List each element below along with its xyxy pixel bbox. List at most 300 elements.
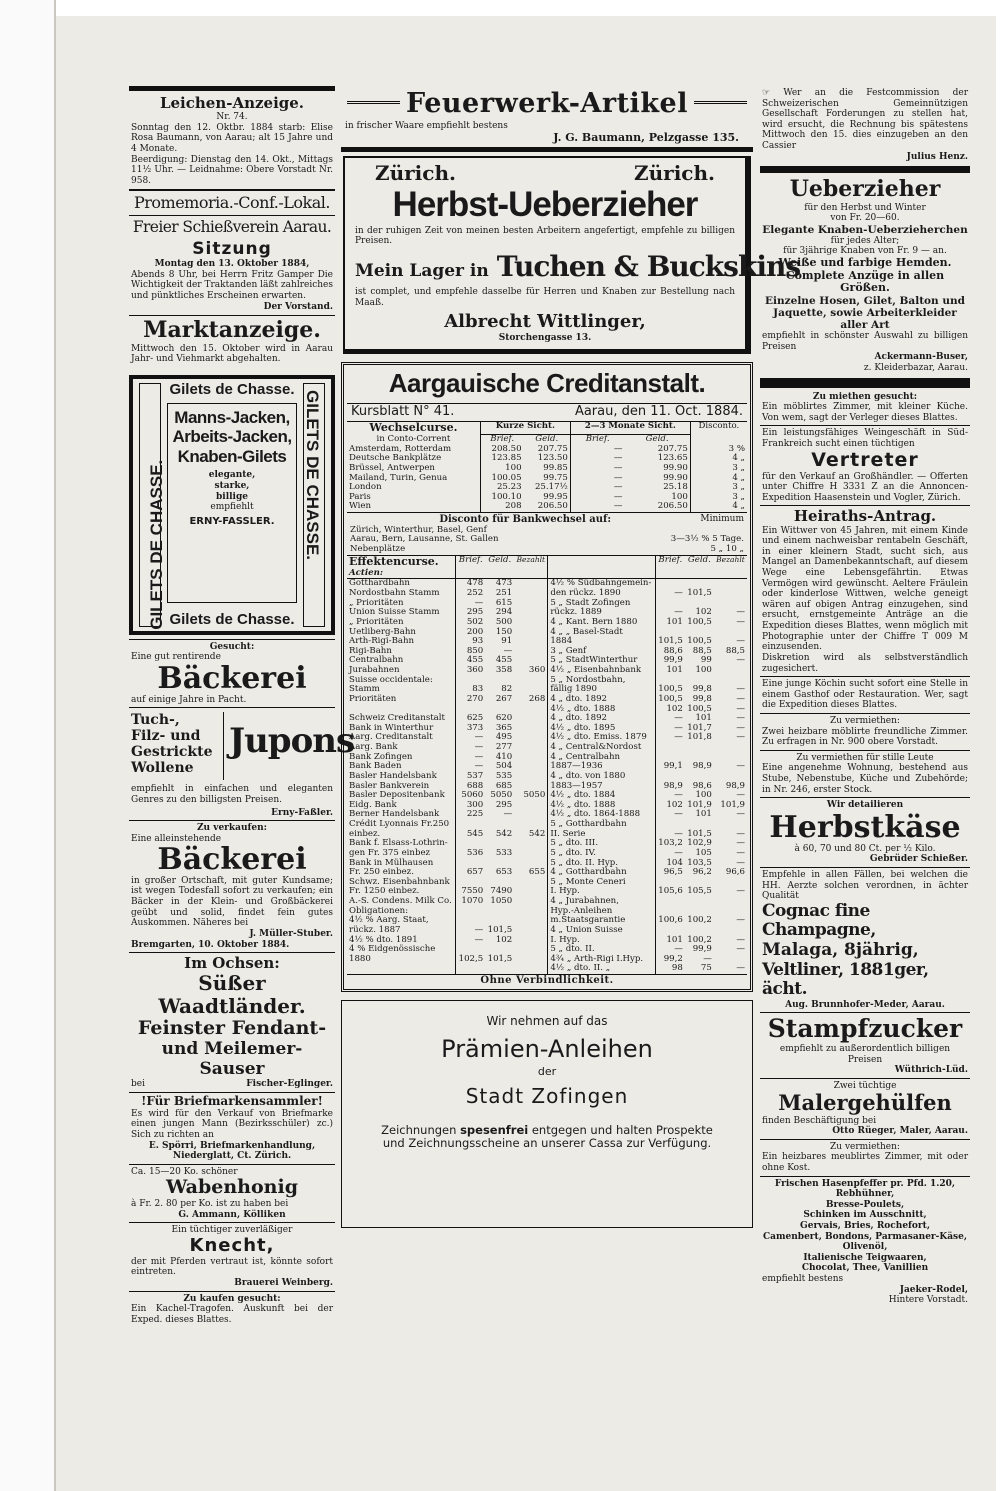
- effekt-value: 100: [695, 790, 712, 801]
- effekt-value: —: [503, 809, 513, 820]
- ueber-l6: Weiße und farbige Hemden.: [778, 256, 952, 270]
- effekt-name: rückz. 1887: [349, 924, 401, 935]
- effekt-value: —: [736, 934, 745, 945]
- wechsel-value: —: [570, 464, 624, 474]
- effekt-value: 657: [456, 868, 486, 878]
- effekt-name: Bank f. Elsass-Lothrin-: [349, 838, 448, 849]
- hasen-l5: Gervais, Bries, Rochefort,: [800, 1221, 930, 1232]
- effekt-name: Bank in Mülhausen: [349, 857, 434, 868]
- disc-min: Minimum: [700, 514, 744, 525]
- effekt-name: 4½ „ dto. 1895: [548, 724, 656, 734]
- herbst-sig: Albrecht Wittlinger,: [444, 311, 646, 333]
- hasen-l3: Bresse-Poulets,: [825, 1199, 905, 1210]
- wechsel-value: 100.10: [480, 493, 523, 503]
- effekt-value: 105: [695, 847, 712, 858]
- ueber-l2: von Fr. 20—60.: [830, 213, 900, 224]
- effekt-name: 1887—1936: [548, 762, 656, 772]
- wechsel-value: 99.90: [663, 462, 688, 473]
- effekt-value: —: [736, 828, 745, 839]
- effekt-value: [514, 849, 548, 859]
- kursblatt-date: Aarau, den 11. Oct. 1884.: [574, 404, 743, 420]
- effekt-value: 850: [456, 647, 486, 657]
- effekt-name: 4 „ Jurabahnen,: [548, 897, 656, 907]
- verm1-title: Zu vermiethen:: [830, 715, 900, 726]
- effekt-value: 504: [495, 761, 513, 772]
- maler-big: Malergehülfen: [778, 1090, 952, 1116]
- gilets-ad: [129, 375, 335, 635]
- effekt-value: 373: [456, 724, 486, 734]
- heirat-title: Heiraths-Antrag.: [793, 507, 937, 526]
- ochsen-l1: Süßer Waadtländer.: [158, 971, 306, 1019]
- creditanstalt-kursblatt: [341, 362, 753, 991]
- effekt-value: 277: [495, 742, 513, 753]
- zofingen-l3: der: [537, 1064, 557, 1078]
- effekt-value: —: [736, 722, 745, 733]
- effekt-value: 101,8: [687, 732, 712, 743]
- effekt-value: [456, 907, 486, 917]
- gilets-l8: ERNY-FASSLER.: [189, 515, 275, 527]
- effekt-name: 5 „ dto. II.: [548, 945, 656, 955]
- gesucht-text2: auf einige Jahre in Pacht.: [131, 694, 247, 705]
- effekt-value: 98,6: [692, 780, 712, 791]
- effekt-value: —: [456, 926, 486, 936]
- effekt-row: [347, 647, 747, 657]
- effekt-name: A.-S. Condens. Milk Co.: [349, 896, 452, 907]
- effekt-value: 542: [528, 828, 546, 839]
- effekt-value: —: [456, 743, 486, 753]
- effekt-value: —: [655, 830, 685, 840]
- effekt-value: 100,5: [687, 703, 712, 714]
- markt-title: Marktanzeige.: [143, 317, 321, 344]
- jupons-ad: [129, 708, 355, 820]
- marktanzeige: [129, 316, 335, 369]
- gesucht-big: Bäckerei: [157, 661, 307, 697]
- effekt-value: 268: [528, 693, 546, 704]
- wechsel-value: 100: [480, 464, 523, 474]
- markt-text: Mittwoch den 15. Oktober wird in Aarau Jahr- und Viehmarkt abgehalten.: [131, 343, 333, 365]
- effekt-value: 455: [495, 655, 513, 666]
- effekt-name: Nordostbahn Stamm: [349, 588, 440, 599]
- wechsel-value: 208.50: [480, 445, 523, 455]
- effekt-value: [485, 907, 514, 917]
- effekt-value: —: [655, 810, 685, 820]
- effekt-value: —: [736, 838, 745, 849]
- effekt-value: —: [655, 589, 685, 599]
- wechsel-value: 207.75: [657, 443, 688, 454]
- gesucht-title: Gesucht:: [209, 641, 255, 652]
- vermiethen-1: [760, 714, 970, 750]
- effekt-value: 101,5: [687, 828, 712, 839]
- effekt-value: 100,6: [655, 916, 685, 926]
- effekt-value: 102: [495, 934, 513, 945]
- wechsel-row: [347, 502, 747, 512]
- ueber-title: Ueberzieher: [789, 176, 941, 203]
- effekt-name: 1883—1957: [548, 782, 656, 792]
- newspaper-page: [56, 16, 996, 1491]
- effekt-value: 88,6: [655, 647, 685, 657]
- credit-title: Aargauische Creditanstalt.: [347, 367, 747, 404]
- effekt-value: 101,7: [687, 722, 712, 733]
- effekt-value: 98,9: [655, 782, 685, 792]
- effekt-value: 1050: [490, 896, 513, 907]
- verkaufen-big: Bäckerei: [157, 842, 307, 878]
- knecht-pre: Ein tüchtiger zuverläßiger: [171, 1225, 293, 1236]
- disc-place: Nebenplätze: [350, 543, 406, 554]
- verkaufen-place: Bremgarten, 10. Oktober 1884.: [131, 939, 290, 950]
- cognac-text: Empfehle in allen Fällen, bei welchen die HH. Aerzte solchen verordnen, in ächter Qualität: [762, 870, 968, 902]
- effekt-value: 365: [495, 722, 513, 733]
- effekt-name: 5 „ dto. IV.: [548, 849, 656, 859]
- hasen-l9: Chocolat, Thee, Vanillien: [801, 1263, 929, 1274]
- effekt-value: [514, 637, 548, 647]
- effekt-value: [514, 714, 548, 724]
- effekt-value: [514, 599, 548, 609]
- effekt-value: [456, 964, 486, 974]
- effekt-value: 267: [495, 693, 513, 704]
- heirat-text: Ein Wittwer von 45 Jahren, mit einem Kinde und einem nachweisbar rentabeln Geschäft, in einer kleinern Stadt, sucht sich, aus Mangel an Damenbekanntschaft, auf diesem Wege eine Lebensgefährtin. Etwas Vermögen wird gewünscht. Aeltere Fräulein oder kinderlose Wittwen, welche geneigt wären auf obigen Antrag einzugehen, sind ersucht, ernstgemeinte Anträge an die Expedition dieses Blattes, wenn möglich mit Photographie unter der Chiffre T 009 M einzusenden.: [762, 525, 968, 653]
- disconto-head: Disconto.: [690, 422, 747, 444]
- koechin-ad: Eine junge Köchin sucht sofort eine Stelle in einem Gasthof oder Restauration. Wer, sagt die Expedition dieses Blattes.: [762, 679, 968, 711]
- effekt-value: 99,9: [655, 656, 685, 666]
- effekt-value: —: [736, 790, 745, 801]
- effekt-value: 101: [695, 809, 712, 820]
- wechsel-value: 208: [480, 502, 523, 512]
- effekt-value: [514, 608, 548, 618]
- effekt-name: 4½ % dto. 1891: [349, 934, 418, 945]
- effekt-name: 5 „ Gotthardbahn: [548, 820, 656, 830]
- brief-text: Es wird für den Verkauf von Briefmarke einen jungen Mann (Bezirksschüler) zc.) Sich zu richten an: [131, 1108, 333, 1140]
- ueber-l4: für jedes Alter;: [830, 235, 900, 246]
- jupons-sig: Erny-Faßler.: [271, 808, 333, 819]
- effekt-name: Suisse occidentale:: [349, 674, 433, 685]
- effekt-name: I. Hyp.: [548, 887, 656, 897]
- effekt-value: 101,9: [687, 799, 712, 810]
- wechsel-value: 3 %: [690, 445, 747, 455]
- hasen-addr: Hintere Vorstadt.: [888, 1295, 968, 1306]
- effekt-value: —: [736, 693, 745, 704]
- effekt-value: —: [736, 655, 745, 666]
- gilets-l6: billige: [216, 491, 248, 502]
- effekt-value: —: [736, 636, 745, 647]
- eff-geld-2: Geld.: [687, 555, 711, 566]
- cognac-ad: [760, 868, 970, 1012]
- effekt-value: [685, 743, 714, 753]
- effekten-table: [347, 555, 747, 974]
- effekt-name: 4 % Eidgenössische: [349, 944, 436, 955]
- effekt-value: 101,5: [487, 953, 513, 964]
- effekt-value: 96,2: [692, 867, 712, 878]
- effekt-name: 1884: [548, 637, 656, 647]
- effekt-value: —: [736, 886, 745, 897]
- schiessverein: Freier Schießverein Aarau.: [132, 217, 332, 236]
- wein-text2: für den Verkauf an Großhändler. — Offerten unter Chiffre H 3331 Z an die Annoncen-Expedition Haasenstein und Vogler, Zürich.: [762, 471, 968, 503]
- knecht-big: Knecht,: [189, 1235, 275, 1257]
- rule: [341, 147, 753, 152]
- effekt-value: [714, 589, 747, 599]
- effekt-value: 252: [456, 589, 486, 599]
- effekt-name: Aarg. Bank: [349, 742, 398, 753]
- effekt-value: [514, 743, 548, 753]
- sitzung-title: Sitzung: [192, 238, 272, 259]
- disc-rows: [350, 526, 744, 555]
- effekt-name: 1880: [349, 953, 371, 964]
- effekt-value: 101,5: [687, 588, 712, 599]
- herbst-city-right: Zürich.: [634, 161, 715, 186]
- effekt-value: —: [655, 945, 685, 955]
- ueber-sig: Ackermann-Buser,: [874, 352, 968, 363]
- disc-title: Disconto für Bankwechsel auf:: [439, 514, 612, 526]
- effekt-name: Rigi-Bahn: [349, 645, 392, 656]
- effekt-value: 101,9: [720, 799, 745, 810]
- effekt-name: fällig 1890: [548, 685, 656, 695]
- effekt-value: 455: [456, 656, 486, 666]
- ochsen-ad: [129, 953, 335, 1092]
- kaese-text: à 60, 70 und 80 Ct. per ½ Kilo.: [794, 843, 936, 854]
- effekt-value: [514, 897, 548, 907]
- effekt-name: den rückz. 1890: [548, 589, 656, 599]
- effekt-name: 4 „ „ Basel-Stadt: [548, 628, 656, 638]
- effekt-name: 4½ „ dto. Emiss. 1879: [548, 733, 656, 743]
- herbstkaese-ad: [760, 798, 970, 867]
- verkaufen-sig: J. Müller-Stuber.: [249, 928, 333, 939]
- sitzung-sig: Der Vorstand.: [263, 301, 333, 312]
- hasenpfeffer-ad: [760, 1177, 970, 1308]
- effekt-row: [347, 656, 747, 666]
- effekt-row: [347, 685, 747, 695]
- effekt-value: 295: [456, 608, 486, 618]
- effekt-row: [347, 955, 747, 965]
- effekt-value: [655, 743, 685, 753]
- leichen-nr: Nr. 74.: [216, 112, 248, 123]
- effekt-name: II. Serie: [548, 830, 656, 840]
- effekt-row: [347, 753, 747, 763]
- effekt-value: 360: [528, 665, 546, 676]
- effekt-value: 100,5: [655, 695, 685, 705]
- effekt-name: 4½ „ dto. 1888: [548, 801, 656, 811]
- honig-pre: Ca. 15—20 Ko. schöner: [131, 1166, 238, 1177]
- mieten-text: Ein möblirtes Zimmer, mit kleiner Küche. Von wem, sagt der Verleger dieses Blattes.: [762, 402, 968, 423]
- effekt-value: —: [456, 733, 486, 743]
- wechsel-value: —: [570, 454, 624, 464]
- effekt-value: [514, 907, 548, 917]
- effekt-name: 4 „ Central&Nordost: [548, 743, 656, 753]
- effekt-value: [514, 955, 548, 965]
- middle-column: [341, 86, 801, 1446]
- effekt-value: [514, 762, 548, 772]
- promemoria: Promemoria.-Conf.-Lokal.: [133, 192, 330, 212]
- feuerwerk-header: [341, 86, 753, 121]
- kachel-title: Zu kaufen gesucht:: [183, 1293, 281, 1304]
- effekt-value: [514, 618, 548, 628]
- rule: [760, 378, 970, 388]
- effekt-value: 82: [501, 684, 513, 695]
- effekt-value: 96,5: [655, 868, 685, 878]
- disconto-section: [347, 512, 747, 555]
- effekt-value: [685, 897, 714, 907]
- leichen-burial: Beerdigung: Dienstag den 14. Okt., Mittags 11½ Uhr. — Leidnahme: Obere Vorstadt Nr. 958.: [131, 154, 333, 186]
- effekt-value: 653: [495, 867, 513, 878]
- wechsel-value: —: [570, 483, 624, 493]
- zofingen-l6: und Zeichnungsscheine an unserer Cassa zur Verfügung.: [382, 1135, 712, 1150]
- effekt-value: 98: [655, 964, 685, 974]
- effekt-value: 101,5: [655, 637, 685, 647]
- credit-footer: Ohne Verbindlichkeit.: [347, 974, 747, 987]
- effekt-row: [347, 916, 747, 926]
- ueber-l8: Größen.: [840, 281, 890, 295]
- effekt-name: Basler Bankverein: [349, 780, 430, 791]
- wechsel-value: —: [570, 474, 624, 484]
- wechsel-value: 100: [671, 491, 688, 502]
- effekt-row: [347, 589, 747, 599]
- knecht-ad: [129, 1223, 335, 1290]
- effekten-rows: [347, 579, 747, 974]
- effekt-value: 688: [456, 782, 486, 792]
- eff-bezahlt: Bezahlt: [516, 555, 546, 565]
- effekt-name: 4 „ Union Suisse: [548, 926, 656, 936]
- wechsel-value: 123.85: [480, 454, 523, 464]
- brief-sig2: Niederglatt, Ct. Zürich.: [172, 1151, 292, 1162]
- effekt-value: —: [736, 944, 745, 955]
- effekt-value: 99: [700, 655, 712, 666]
- effekt-value: 99,8: [692, 693, 712, 704]
- effekt-name: Fr. 1250 einbez.: [349, 886, 420, 897]
- effekt-name: m.Staatsgarantie: [548, 916, 656, 926]
- stampf-big: Stampfzucker: [767, 1014, 963, 1044]
- effekt-value: 105,6: [655, 887, 685, 897]
- stampfzucker-ad: [760, 1013, 970, 1078]
- effekt-value: 5050: [490, 790, 513, 801]
- brief-title: !Für Briefmarkensammler!: [141, 1093, 323, 1108]
- effekt-value: [514, 810, 548, 820]
- effekt-value: —: [736, 732, 745, 743]
- disc-row: [350, 545, 744, 555]
- stampf-sig: Wüthrich-Lüd.: [894, 1065, 968, 1076]
- effekt-name: Gotthardbahn: [349, 578, 410, 589]
- hasen-l2: Rebhühner,: [835, 1189, 895, 1200]
- effekt-value: 200: [456, 628, 486, 638]
- effekt-value: [714, 897, 747, 907]
- effekt-value: [514, 628, 548, 638]
- maler-sig: Otto Rüeger, Maler, Aarau.: [832, 1126, 968, 1137]
- gilets-l1: Manns-Jacken,: [174, 407, 290, 427]
- ochsen-bei: bei: [131, 1079, 145, 1090]
- disc-place: Zürich, Winterthur, Basel, Genf: [350, 524, 487, 535]
- gilets-side-left: GILETS DE CHASSE.: [147, 459, 167, 630]
- herbst-addr: Storchengasse 13.: [498, 332, 592, 343]
- wechsel-place: Deutsche Bankplätze: [349, 453, 442, 464]
- verkaufen-title: Zu verkaufen:: [196, 823, 268, 834]
- herbst-city-left: Zürich.: [375, 161, 456, 186]
- maler-pre: Zwei tüchtige: [833, 1080, 897, 1091]
- effekt-value: 98,9: [725, 780, 745, 791]
- herbst-lager-pre: Mein Lager in: [355, 260, 489, 281]
- wechsel-value: 3 „: [690, 483, 747, 493]
- pointing-hand-icon: ☞: [762, 88, 784, 98]
- eff-geld: Geld.: [488, 555, 512, 566]
- effekt-value: 100,2: [687, 915, 712, 926]
- effekt-value: [714, 743, 747, 753]
- effekt-value: 100: [695, 665, 712, 676]
- wechsel-value: 206.50: [537, 501, 568, 512]
- cognac-l3: Veltliner, 1881ger, ächt.: [762, 959, 929, 1000]
- heirat-disc: Diskretion wird als selbstverständlich zugesichert.: [762, 652, 968, 674]
- effekt-value: 96,6: [725, 867, 745, 878]
- gilets-l3: Knaben-Gilets: [177, 446, 287, 466]
- gilets-side-right: GILETS DE CHASSE.: [303, 389, 322, 560]
- page-margin-edge: [0, 0, 56, 1491]
- wechsel-rows: [347, 445, 747, 512]
- effekt-name: Prioritäten: [349, 693, 397, 704]
- sitzung: [129, 240, 335, 316]
- effekt-value: [514, 676, 548, 686]
- jupons-l4: Wollene: [131, 760, 194, 777]
- effekt-value: [514, 772, 548, 782]
- effekt-name: 4½ % Aarg. Staat,: [349, 915, 429, 926]
- ueber-l5: für 3jährige Knaben von Fr. 9 — an.: [783, 246, 947, 257]
- effekt-name: 4¾ „ Arth-Rigi I.Hyp.: [548, 955, 656, 965]
- effekt-name: 4½ „ dto. 1888: [548, 705, 656, 715]
- effekt-name: „ Prioritäten: [349, 597, 404, 608]
- effekt-value: 358: [495, 665, 513, 676]
- ueber-l1: für den Herbst und Winter: [804, 202, 926, 213]
- effekt-value: 655: [528, 867, 546, 878]
- disc-place: Aarau, Bern, Lausanne, St. Gallen: [350, 534, 499, 545]
- hasen-l1: Frischen Hasenpfeffer pr. Pfd. 1.20,: [774, 1178, 956, 1189]
- ochsen-title: Im Ochsen:: [184, 954, 280, 973]
- effekt-value: 270: [456, 695, 486, 705]
- wechsel-value: —: [570, 445, 624, 455]
- effekt-value: 251: [495, 588, 513, 599]
- effekt-title: Effektencurse.: [349, 555, 439, 569]
- wechsel-value: 123.50: [537, 453, 568, 464]
- effekt-value: 75: [700, 963, 712, 974]
- cognac-l2: Malaga, 8jährig,: [762, 939, 919, 960]
- wechsel-place: Paris: [349, 491, 371, 502]
- effekt-name: Stamm: [349, 684, 380, 695]
- gilets-l7: empfiehlt: [210, 502, 254, 513]
- effekt-name: Crédit Lyonnais Fr.250: [349, 819, 450, 830]
- maler-text: finden Beschäftigung bei: [762, 1115, 877, 1126]
- effekt-value: [655, 897, 685, 907]
- effekt-value: 360: [456, 666, 486, 676]
- effekt-name: Bank Baden: [349, 761, 402, 772]
- heirat-ad: [760, 506, 970, 676]
- herbst-lager-big: Tuchen & Buckskins: [496, 249, 801, 283]
- cognac-sig: Aug. Brunnhofer-Meder, Aarau.: [785, 999, 945, 1010]
- wechsel-value: 4 „: [690, 502, 747, 512]
- effekt-value: [514, 887, 548, 897]
- ueber-addr: z. Kleiderbazar, Aarau.: [863, 363, 968, 373]
- effekt-value: 7490: [490, 886, 513, 897]
- effekt-name: 4 „ dto. von 1880: [548, 772, 656, 782]
- gilets-l2: Arbeits-Jacken,: [172, 427, 292, 447]
- effekt-value: —: [703, 953, 712, 964]
- verm2-text: Eine angenehme Wohnung, bestehend aus Stube, Nebenstube, Küche und Zubehörde; in Nr. 246, erster Stock.: [762, 763, 968, 795]
- ochsen-sig: Fischer-Eglinger.: [246, 1079, 333, 1090]
- effekt-value: 615: [495, 597, 513, 608]
- brief-sig1: E. Spörri, Briefmarkenhandlung,: [148, 1140, 316, 1151]
- leichen-title: Leichen-Anzeige.: [159, 94, 305, 112]
- brief-head: Brief.: [480, 435, 523, 445]
- kurze-sicht: Kurze Sicht.: [480, 422, 570, 434]
- effekt-value: 620: [495, 713, 513, 724]
- effekt-value: —: [655, 849, 685, 859]
- effekt-value: 100,5: [687, 616, 712, 627]
- effekt-name: Berner Handelsbank: [349, 809, 440, 820]
- feuer-title: Feuerwerk-Artikel: [406, 88, 688, 119]
- feuer-text: in frischer Waare empfiehlt bestens: [345, 121, 508, 132]
- wechsel-place: Amsterdam, Rotterdam: [349, 443, 452, 454]
